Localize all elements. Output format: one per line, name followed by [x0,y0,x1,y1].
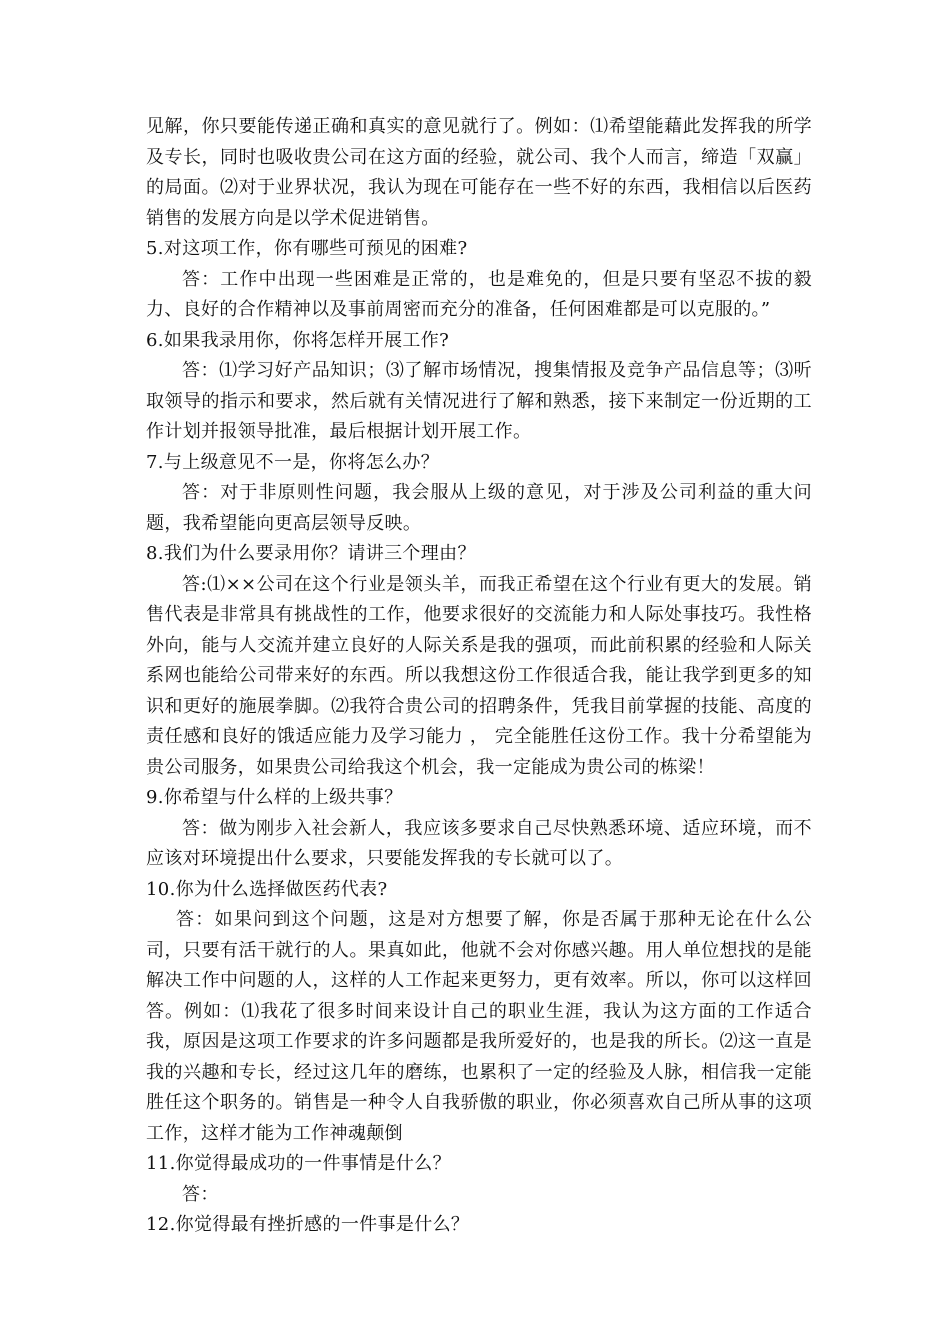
question-10: 10.你为什么选择做医药代表? [146,878,388,900]
question-6: 6.如果我录用你，你将怎样开展工作? [146,329,450,351]
answer-10: 答：如果问到这个问题，这是对方想要了解，你是否属于那种无论在什么公司，只要有活干就行的人。果真如此，他就不会对你感兴趣。用人单位想找的是能解决工作中问题的人，这样的人工作起来更努力，更有效率。所以，你可以这样回答。例如：⑴我花了很多时间来设计自己的职业生涯，我认为这方面的工作适合我，原因是这项工作要求的许多问题都是我所爱好的，也是我的所长。⑵这一直是我的兴趣和专长，经过这几年的磨练，也累积了一定的经验及人脉，相信我一定能胜任这个职务的。销售是一种令人自我骄傲的职业，你必须喜欢自己所从事的这项工作，这样才能为工作神魂颠倒 [146,909,812,1144]
answer-5: 答：工作中出现一些困难是正常的，也是难免的，但是只要有坚忍不拔的毅力、良好的合作精神以及事前周密而充分的准备，任何困难都是可以克服的。” [146,268,812,320]
answer-4-continuation: 见解，你只要能传递正确和真实的意见就行了。例如：⑴希望能藉此发挥我的所学及专长，同时也吸收贵公司在这方面的经验，就公司、我个人而言，缔造「双赢」的局面。⑵对于业界状况，我认为现在可能存在一些不好的东西，我相信以后医药销售的发展方向是以学术促进销售。 [146,116,812,229]
answer-9: 答：做为刚步入社会新人，我应该多要求自己尽快熟悉环境、适应环境，而不应该对环境提出什么要求，只要能发挥我的专长就可以了。 [146,817,812,869]
question-5: 5.对这项工作，你有哪些可预见的困难? [146,238,468,259]
answer-7: 答：对于非原则性问题，我会服从上级的意见，对于涉及公司利益的重大问题，我希望能向更高层领导反映。 [146,482,812,534]
answer-6: 答：⑴学习好产品知识；⑶了解市场情况，搜集情报及竞争产品信息等；⑶听取领导的指示和要求，然后就有关情况进行了解和熟悉，接下来制定一份近期的工作计划并报领导批准，最后根据计划开展工作。 [146,360,812,442]
question-7: 7.与上级意见不一是，你将怎么办？ [146,451,440,473]
question-9: 9.你希望与什么样的上级共事？ [146,787,403,808]
question-8: 8.我们为什么要录用你？请讲三个理由？ [146,543,476,564]
document-body [146,112,812,1241]
answer-11: 答： [182,1183,219,1205]
question-12: 12.你觉得最有挫折感的一件事是什么？ [146,1214,470,1235]
question-11: 11.你觉得最成功的一件事情是什么？ [146,1153,451,1174]
answer-8: 答:⑴××公司在这个行业是领头羊，而我正希望在这个行业有更大的发展。销售代表是非常具有挑战性的工作，他要求很好的交流能力和人际处事技巧。我性格外向，能与人交流并建立良好的人际关系是我的强项，而此前积累的经验和人际关系网也能给公司带来好的东西。所以我想这份工作很适合我，能让我学到更多的知识和更好的施展拳脚。⑵我符合贵公司的招聘条件，凭我目前掌握的技能、高度的责任感和良好的饿适应能力及学习能力 ， 完全能胜任这份工作。我十分希望能为贵公司服务，如果贵公司给我这个机会，我一定能成为贵公司的栋梁！ [146,573,812,778]
